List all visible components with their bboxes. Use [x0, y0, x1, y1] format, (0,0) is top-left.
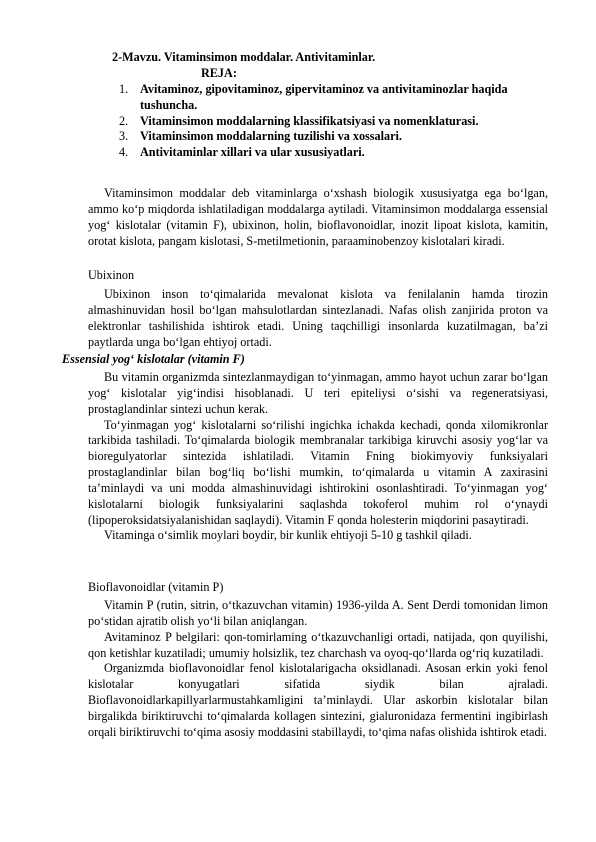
essensial-paragraph: Bu vitamin organizmda sintezlanmaydigan to‘yinmagan, ammo hayot uchun zarar bo‘lgan yog‘ kislotalar yig‘indisi hisoblanadi. U teri epiteliysi o‘sishi va regeneratsiyasi, prostaglandinlar sintezi uchun kerak. [88, 370, 548, 416]
plan-item: 1. Avitaminoz, gipovitaminoz, gipervitaminoz va antivitaminozlar haqida tushuncha. [119, 82, 508, 112]
document-title: 2-Mavzu. Vitaminsimon moddalar. Antivitaminlar. [112, 50, 376, 64]
bioflavonoid-heading: Bioflavonoidlar (vitamin P) [88, 580, 224, 594]
ubixinon-heading: Ubixinon [88, 268, 135, 282]
ubixinon-section [88, 287, 548, 350]
plan-heading: REJA: [201, 66, 237, 80]
plan-item: 4. Antivitaminlar xillari va ular xususiyatlari. [119, 145, 365, 160]
intro-paragraph: Vitaminsimon moddalar deb vitaminlarga o‘xshash biologik xususiyatga ega bo‘lgan, ammo ko‘p miqdorda ishlatiladigan moddalarga aytiladi. Vitaminsimon moddalarga essensial yog‘ kislotalar (vitamin F), ubixinon, holin, bioflavonoidlar, inozit lipoat kislota, kamitin, orotat kislota, pangam kislotasi, S-metilmetionin, paraaminobenzoy kislotalari kiradi. [88, 186, 548, 248]
bioflavonoid-paragraph: Avitaminoz P belgilari: qon-tomirlaming o‘tkazuvchanligi ortadi, natijada, qon quyilishi, qon ketishlar kuzatiladi; umumiy holsizlik, tez charchash va oyoq-qo‘llarda og‘riq kuzatiladi. [88, 629, 548, 660]
ubixinon-paragraph: Ubixinon inson to‘qimalarida mevalonat kislota va fenilalanin hamda tirozin almashinuvidan hosil bo‘lgan mahsulotlardan sintezlanadi. Nafas olish zanjirida proton va elektronlar tashilishida ishtirok etadi. Uning taqchilligi insonlarda kuzatilmagan, ba’zi paytlarda unga bo‘lgan ehtiyoj ortadi. [88, 287, 548, 349]
bioflavonoid-section [88, 598, 548, 741]
bioflavonoid-paragraph: Organizmda bioflavonoidlar fenol kislotalarigacha oksidlanadi. Asosan erkin yoki fenol kislotalar konyugatlari sifatida siydik bilan ajraladi. Bioflavonoidlarkapillyarlarmustahkamligini ta’minlaydi. Ular askorbin kislotalar bilan birgalikda biriktiruvchi to‘qimalarda kollagen sintezini, gialuronidaza fermentini ingibirlash orqali biriktiruvchi to‘qima asosiy moddasini stabillaydi, to‘qima nafas olishida ishtirok etadi. [88, 661, 548, 739]
intro-section [88, 186, 548, 249]
essensial-paragraph: Vitaminga o‘simlik moylari boydir, bir kunlik ehtiyoji 5-10 g tashkil qiladi. [104, 528, 472, 543]
plan-item: 2. Vitaminsimon moddalarning klassifikatsiyasi va nomenklaturasi. [119, 113, 479, 128]
bioflavonoid-paragraph: Vitamin P (rutin, sitrin, o‘tkazuvchan vitamin) 1936-yilda A. Sent Derdi tomonidan limon po‘stidan ajratib olish yo‘li bilan aniqlangan. [88, 598, 548, 628]
plan-item: 3. Vitaminsimon moddalarning tuzilishi va xossalari. [119, 129, 402, 144]
plan-list [119, 82, 549, 161]
essensial-section [88, 370, 548, 544]
essensial-heading: Essensial yog‘ kislotalar (vitamin F) [62, 352, 245, 366]
essensial-paragraph: To‘yinmagan yog‘ kislotalarni so‘rilishi ingichka ichakda kechadi, qonda xilomikronlar tarkibida tashiladi. To‘qimalarda biologik membranalar tarkibiga kiruvchi asosiy yog‘lar va bioregulyatorlar sintezida ishlatiladi. Vitamin Fning biokimyoviy funksiyalari prostaglandinlar bilan bog‘liq bo‘lishi mumkin, to‘qimalarda u vitamin A zaxirasini ta’minlaydi va uni modda almashinuvidagi ishtirokini osonlashtiradi. To‘yinmagan yog‘ kislotalarni biologik funksiyalarini saqlashda tokoferol muhim rol o‘ynaydi (lipoperoksidatsiyalanishidan saqlaydi). Vitamin F qonda holesterin miqdorini pasaytiradi. [88, 417, 548, 527]
